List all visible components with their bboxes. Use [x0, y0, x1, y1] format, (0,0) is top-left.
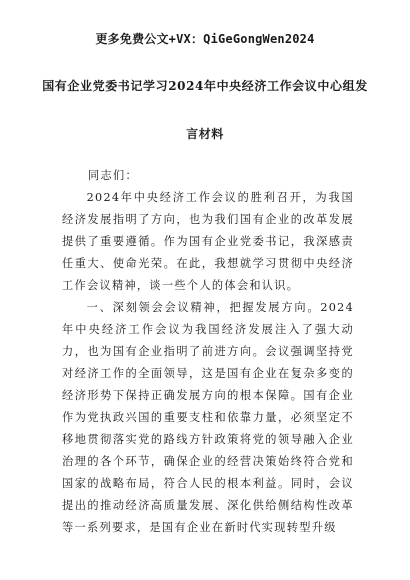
greeting: 同志们：	[88, 169, 138, 182]
paragraph-intro: 2024年中央经济工作会议的胜利召开，为我国经济发展指明了方向，也为我们国有企业的改革发展提供了重要遵循。作为国有企业党委书记，我深感责任重大、使命光荣。在此，我想就学习贯彻中央经济工作会议精神，谈一些个人的体会和认识。	[62, 191, 354, 292]
paragraph-section-1: 一、深刻领会会议精神，把握发展方向。2024年中央经济工作会议为我国经济发展注入了强大动力，也为国有企业指明了前进方向。会议强调坚持党对经济工作的全面领导，这是国有企业在复杂多变的经济形势下保持正确发展方向的根本保障。国有企业作为党执政兴国的重要支柱和依靠力量，必须坚定不移地贯彻落实党的路线方针政策将党的领导融入企业治理的各个环节，确保企业的经营决策始终符合党和国家的战略布局，符合人民的根本利益。同时，会议提出的推动经济高质量发展、深化供给侧结构性改革等一系列要求，是国有企业在新时代实现转型升级	[62, 301, 354, 534]
document-title-line-2: 言材料	[186, 127, 224, 141]
promo-header: 更多免费公文+VX：QiGeGongWen2024	[95, 32, 315, 46]
document-title-line-1: 国有企业党委书记学习2024年中央经济工作会议中心组发	[42, 79, 368, 93]
